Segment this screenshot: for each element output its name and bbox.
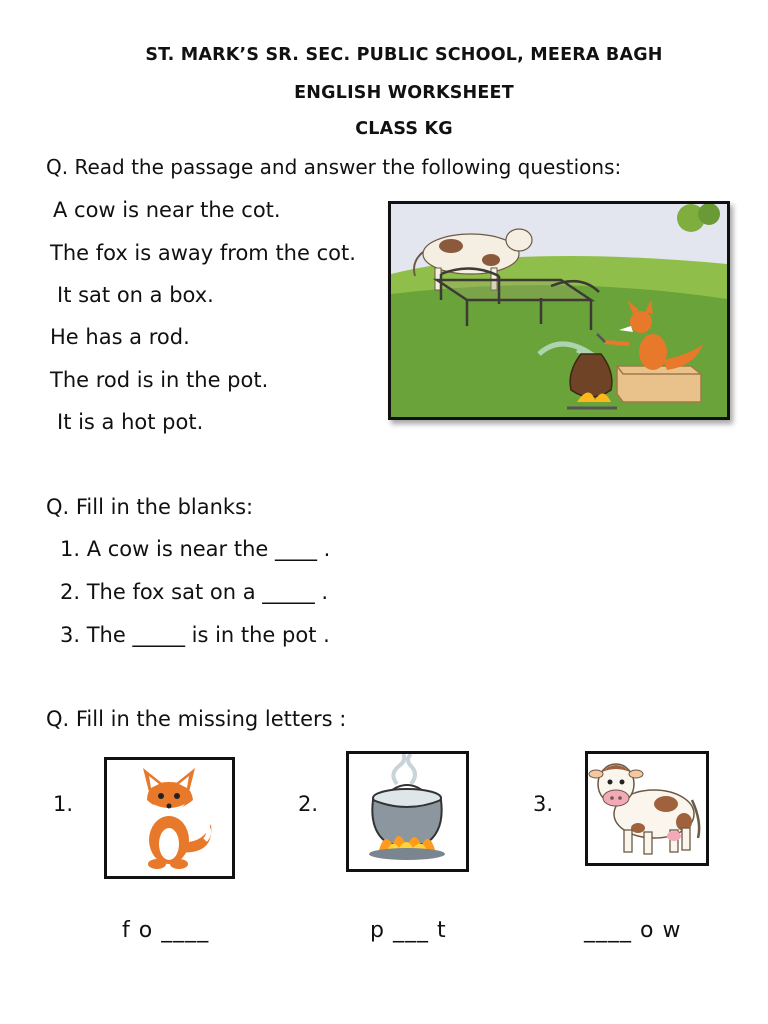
blank-item-1: 1. A cow is near the ____ . <box>60 537 331 561</box>
school-name: ST. MARK’S SR. SEC. PUBLIC SCHOOL, MEERA BAGH <box>145 45 663 65</box>
passage-line-3: It sat on a box. <box>57 283 214 307</box>
passage-line-4: He has a rod. <box>50 325 190 349</box>
item-number-3: 3. <box>533 792 554 816</box>
cow-icon <box>588 754 706 863</box>
passage-scene-picture <box>388 201 730 420</box>
worksheet-title: ENGLISH WORKSHEET <box>294 83 514 103</box>
scene-box-icon <box>617 366 701 402</box>
question-read-passage: Q. Read the passage and answer the following questions: <box>46 155 622 179</box>
missing-letters-answer-3: ____ o w <box>584 918 682 943</box>
missing-letters-answer-2: p ___ t <box>370 918 447 943</box>
item-number-2: 2. <box>298 792 319 816</box>
pot-icon <box>349 754 466 869</box>
fox-icon <box>107 760 232 876</box>
blank-item-2: 2. The fox sat on a _____ . <box>60 580 329 604</box>
cow-picture <box>585 751 709 866</box>
question-missing-letters: Q. Fill in the missing letters : <box>46 707 347 731</box>
fox-picture <box>104 757 235 879</box>
missing-letters-answer-1: f o ____ <box>122 918 210 943</box>
passage-line-1: A cow is near the cot. <box>53 198 281 222</box>
question-fill-blanks: Q. Fill in the blanks: <box>46 495 254 519</box>
passage-line-5: The rod is in the pot. <box>50 368 269 392</box>
item-number-1: 1. <box>53 792 74 816</box>
pot-picture <box>346 751 469 872</box>
passage-line-2: The fox is away from the cot. <box>50 241 356 265</box>
blank-item-3: 3. The _____ is in the pot . <box>60 623 330 647</box>
passage-line-6: It is a hot pot. <box>57 410 204 434</box>
class-label: CLASS KG <box>355 119 453 139</box>
